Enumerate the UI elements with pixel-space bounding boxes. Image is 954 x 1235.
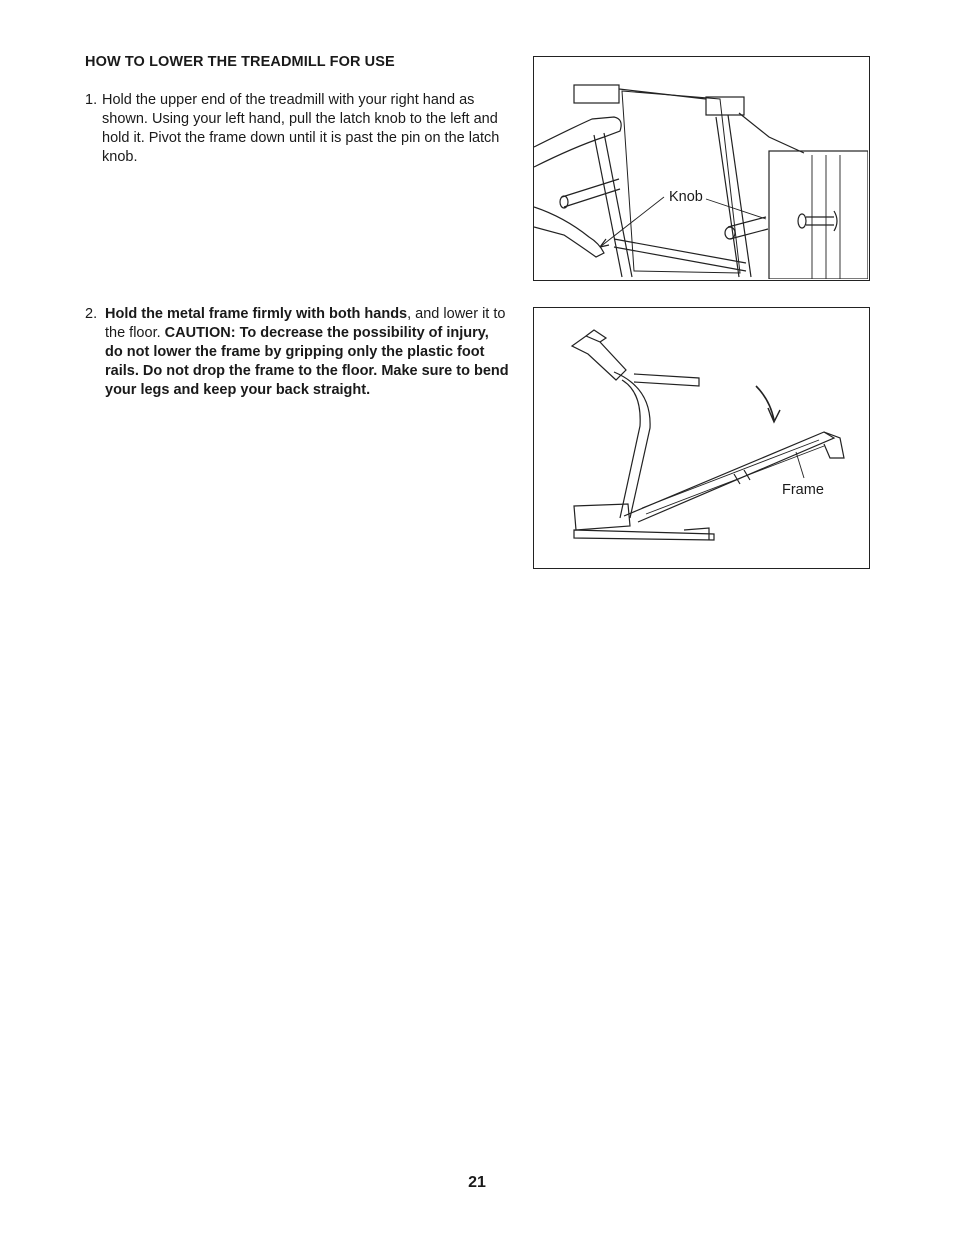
step-2-number: 2. [85, 306, 98, 322]
step-2-bold-lead: Hold the metal frame firmly with both hands [105, 306, 408, 322]
knob-callout: Knob [669, 189, 703, 205]
latch-knob-illustration [534, 57, 868, 279]
step-2-text: , and lower it to the floor. [105, 306, 506, 341]
step-2 [85, 305, 510, 400]
page-number: 21 [468, 1174, 486, 1191]
step-2-caution: CAUTION: To decrease the possibility of injury, do not lower the frame by gripping only the plastic foot rails. Do not drop the frame to the floor. Make sure to bend your legs and keep your back straight. [105, 325, 509, 398]
step-1-text: Hold the upper end of the treadmill with your right hand as shown. Using your left hand, pull the latch knob to the left and hold it. Pivot the frame down until it is past the pin on the latch knob. [102, 92, 500, 165]
figure-lower-frame [533, 307, 870, 569]
figure-latch-knob [533, 56, 870, 281]
step-1 [85, 91, 510, 167]
lower-frame-illustration [534, 308, 868, 567]
frame-callout: Frame [782, 482, 824, 498]
step-1-number: 1. [85, 92, 98, 108]
step-2-body [105, 305, 510, 400]
section-heading: HOW TO LOWER THE TREADMILL FOR USE [85, 54, 395, 70]
